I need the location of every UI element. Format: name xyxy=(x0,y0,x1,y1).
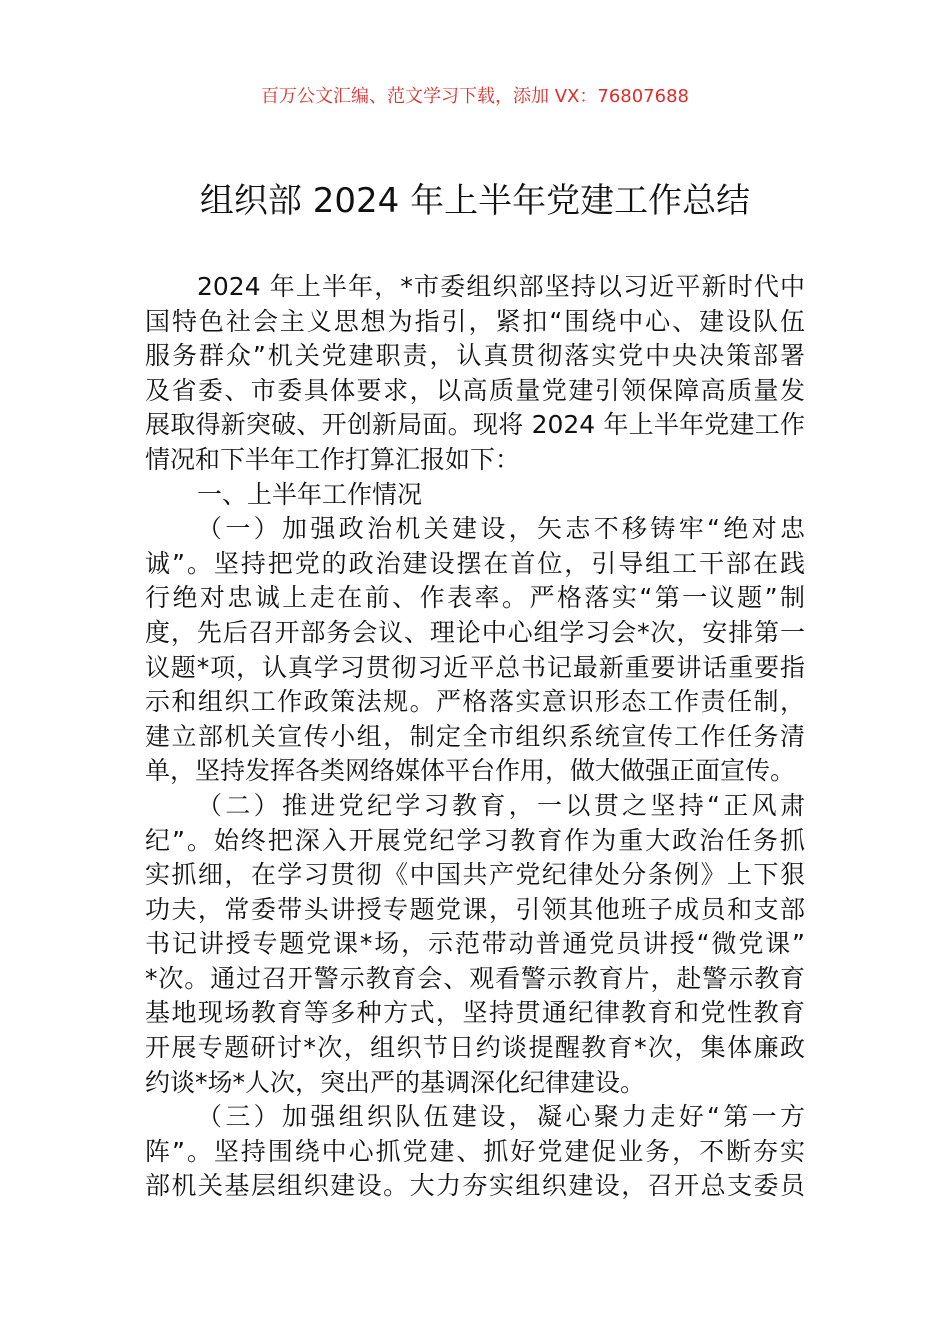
document-title: 组织部 2024 年上半年党建工作总结 xyxy=(199,181,751,221)
text-line: 书记讲授专题党课*场，示范带动普通党员讲授“微党课” xyxy=(145,929,805,959)
text-line: 单，坚持发挥各类网络媒体平台作用，做大做强正面宣传。 xyxy=(145,756,796,786)
text-line: （二）推进党纪学习教育，一以贯之坚持“正风肃 xyxy=(197,790,805,820)
text-line: 度，先后召开部务会议、理论中心组学习会*次，安排第一 xyxy=(145,617,805,647)
text-line: 约谈*场*人次，突出严的基调深化纪律建设。 xyxy=(145,1067,646,1097)
text-line: 服务群众”机关党建职责，认真贯彻落实党中央决策部署 xyxy=(145,341,805,371)
paragraph xyxy=(145,1100,805,1204)
text-line: 部机关基层组织建设。大力夯实组织建设，召开总支委员 xyxy=(145,1171,805,1201)
text-line: 及省委、市委具体要求，以高质量党建引领保障高质量发 xyxy=(145,375,805,405)
text-line: 功夫，常委带头讲授专题党课，引领其他班子成员和支部 xyxy=(145,894,805,924)
document-body xyxy=(145,270,805,1204)
text-line: 建立部机关宣传小组，制定全市组织系统宣传工作任务清 xyxy=(145,721,805,751)
text-line: 阵”。坚持围绕中心抓党建、抓好党建促业务，不断夯实 xyxy=(145,1136,805,1166)
text-line: 议题*项，认真学习贯彻习近平总书记最新重要讲话重要指 xyxy=(145,652,805,682)
text-line: 基地现场教育等多种方式，坚持贯通纪律教育和党性教育 xyxy=(145,998,805,1028)
text-line: 开展专题研讨*次，组织节日约谈提醒教育*次，集体廉政 xyxy=(145,1033,805,1063)
watermark-header: 百万公文汇编、范文学习下载，添加 VX：76807688 xyxy=(261,86,689,107)
section-heading xyxy=(145,478,805,513)
text-line: 国特色社会主义思想为指引，紧扣“围绕中心、建设队伍 xyxy=(145,306,805,336)
text-line: 情况和下半年工作打算汇报如下： xyxy=(145,444,521,474)
text-line: （一）加强政治机关建设，矢志不移铸牢“绝对忠 xyxy=(197,514,805,544)
text-line: 展取得新突破、开创新局面。现将 2024 年上半年党建工作 xyxy=(145,410,805,440)
text-line: 纪”。始终把深入开展党纪学习教育作为重大政治任务抓 xyxy=(145,825,805,855)
text-line: 2024 年上半年，*市委组织部坚持以习近平新时代中 xyxy=(197,272,805,301)
paragraph xyxy=(145,512,805,789)
paragraph xyxy=(145,789,805,1100)
paragraph xyxy=(145,270,805,478)
text-line: *次。通过召开警示教育会、观看警示教育片，赴警示教育 xyxy=(145,963,805,993)
text-line: （三）加强组织队伍建设，凝心聚力走好“第一方 xyxy=(197,1102,805,1132)
text-line: 实抓细，在学习贯彻《中国共产党纪律处分条例》上下狠 xyxy=(145,860,805,890)
text-line: 示和组织工作政策法规。严格落实意识形态工作责任制， xyxy=(145,687,805,717)
text-line: 诚”。坚持把党的政治建设摆在首位，引导组工干部在践 xyxy=(145,548,805,578)
text-line: 一、上半年工作情况 xyxy=(197,479,423,509)
text-line: 行绝对忠诚上走在前、作表率。严格落实“第一议题”制 xyxy=(145,583,805,613)
